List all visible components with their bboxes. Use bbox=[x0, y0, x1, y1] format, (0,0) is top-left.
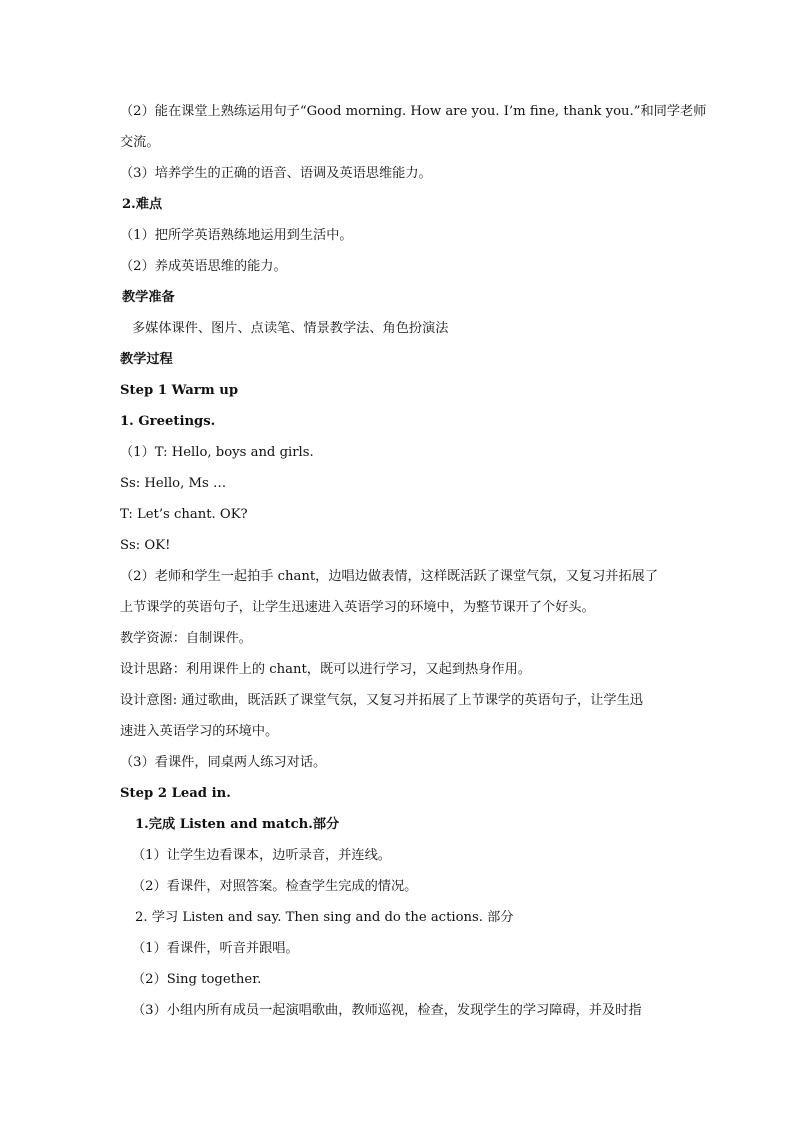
listen-say-item-2: （2）Sing together. bbox=[132, 972, 262, 987]
listen-match-item-1: （1）让学生边看课本，边听录音，并连线。 bbox=[132, 848, 391, 863]
design-idea-line: 设计思路：利用课件上的 chant，既可以进行学习，又起到热身作用。 bbox=[120, 662, 531, 677]
objective-2-line-1: （2）能在课堂上熟练运用句子“Good morning. How are you. I’m fine, thank you.”和同学老师 bbox=[120, 104, 707, 119]
listen-match-item-2: （2）看课件，对照答案。检查学生完成的情况。 bbox=[132, 879, 418, 894]
dialogue-line-1: （1）T: Hello, boys and girls. bbox=[120, 445, 314, 460]
step-1-heading: Step 1 Warm up bbox=[120, 383, 239, 398]
greetings-heading: 1. Greetings. bbox=[120, 414, 216, 429]
dialogue-line-3: T: Let’s chant. OK? bbox=[120, 507, 248, 522]
teaching-resource-line: 教学资源：自制课件。 bbox=[120, 631, 252, 646]
listen-match-heading: 1.完成 Listen and match.部分 bbox=[135, 817, 340, 832]
activity-2-line-2: 上节课学的英语句子，让学生迅速进入英语学习的环境中，为整节课开了个好头。 bbox=[120, 600, 595, 615]
activity-2-line-1: （2）老师和学生一起拍手 chant，边唱边做表情，这样既活跃了课堂气氛，又复习并拓展了 bbox=[120, 569, 659, 584]
objective-3-line: （3）培养学生的正确的语音、语调及英语思维能力。 bbox=[120, 166, 432, 181]
difficulty-heading: 2.难点 bbox=[122, 197, 163, 212]
step-2-heading: Step 2 Lead in. bbox=[120, 786, 231, 801]
objective-2-line-2: 交流。 bbox=[120, 135, 160, 150]
listen-say-item-3: （3）小组内所有成员一起演唱歌曲，教师巡视，检查，发现学生的学习障碍，并及时指 bbox=[132, 1003, 642, 1018]
preparation-heading: 教学准备 bbox=[122, 290, 175, 305]
process-heading: 教学过程 bbox=[120, 352, 173, 367]
preparation-content: 多媒体课件、图片、点读笔、情景教学法、角色扮演法 bbox=[132, 321, 449, 336]
listen-say-heading: 2. 学习 Listen and say. Then sing and do the actions. 部分 bbox=[135, 910, 514, 925]
listen-say-item-1: （1）看课件，听音并跟唱。 bbox=[132, 941, 299, 956]
design-intent-line-2: 速进入英语学习的环境中。 bbox=[120, 724, 279, 739]
dialogue-line-2: Ss: Hello, Ms … bbox=[120, 476, 227, 491]
difficulty-1-line: （1）把所学英语熟练地运用到生活中。 bbox=[120, 228, 353, 243]
activity-3-line: （3）看课件，同桌两人练习对话。 bbox=[120, 755, 327, 770]
dialogue-line-4: Ss: OK! bbox=[120, 538, 171, 553]
design-intent-line-1: 设计意图: 通过歌曲，既活跃了课堂气氛，又复习并拓展了上节课学的英语句子，让学生迅 bbox=[120, 693, 643, 708]
difficulty-2-line: （2）养成英语思维的能力。 bbox=[120, 259, 287, 274]
